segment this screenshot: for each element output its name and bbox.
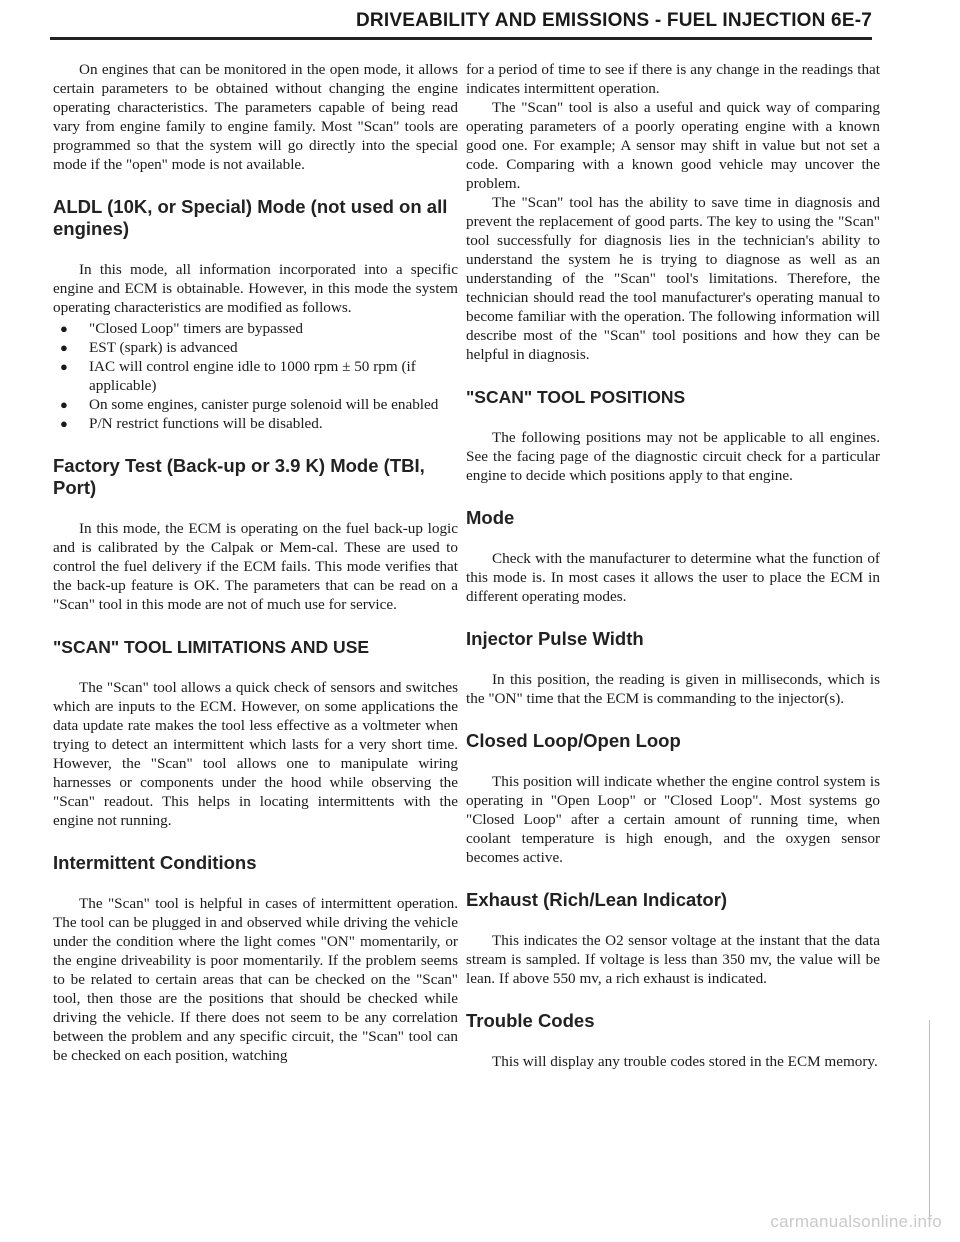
loop-paragraph: This position will indicate whether the engine control system is operating in "Open Loop" or "Closed Loop". Most systems go "Closed Loop" after a certain amount of running time, when coolant temperature is high enough, and the oxygen sensor becomes active. — [466, 773, 880, 866]
trouble-codes-paragraph: This will display any trouble codes stored in the ECM memory. — [492, 1053, 878, 1070]
intermittent-paragraph: The "Scan" tool is helpful in cases of intermittent operation. The tool can be plugged in and observed while driving the vehicle under the condition where the light comes "ON" momentarily, or the engine driveability is poor momentarily. If the problem seems to be related to certain areas that can be checked on the "Scan" tool, then those are the positions that should be checked while driving the vehicle. If there does not seem to be any correlation between the problem and any specific circuit, the "Scan" tool can be checked on each position, watching — [53, 895, 458, 1064]
header-rule — [50, 37, 872, 40]
save-time-paragraph: The "Scan" tool has the ability to save time in diagnosis and prevent the replacement of good parts. The key to using the "Scan" tool successfully for diagnosis lies in the technician's ability to understand the system he is trying to diagnose as well as an understanding of the "Scan" tool's limitations. Therefore, the technician should read the tool manufacturer's operating manual to become familiar with the operation. The following information will describe most of the "Scan" tool positions and how they can be helpful in diagnosis. — [466, 194, 880, 363]
list-item-text: On some engines, canister purge solenoid will be enabled — [89, 396, 439, 413]
factory-test-heading: Factory Test (Back-up or 3.9 K) Mode (TBI, Port) — [53, 455, 425, 498]
list-item-text: IAC will control engine idle to 1000 rpm ± 50 rpm (if applicable) — [89, 358, 416, 394]
bullet-icon: ● — [60, 359, 68, 374]
list-item — [53, 414, 458, 433]
injector-paragraph: In this position, the reading is given in milliseconds, which is the "ON" time that the ECM is commanding to the injector(s). — [466, 671, 880, 707]
intermittent-heading: Intermittent Conditions — [53, 852, 257, 873]
bullet-icon: ● — [60, 340, 68, 355]
list-item-text: P/N restrict functions will be disabled. — [89, 415, 323, 432]
trouble-codes-heading: Trouble Codes — [466, 1010, 595, 1031]
scan-limitations-heading: "SCAN" TOOL LIMITATIONS AND USE — [53, 637, 370, 657]
bullet-icon: ● — [60, 321, 68, 336]
comparison-paragraph: The "Scan" tool is also a useful and quick way of comparing operating parameters of a poorly operating engine with a known good one. For example; A sensor may shift in value but not set a code. Comparing with a known good vehicle may uncover the problem. — [466, 99, 880, 192]
list-item-text: "Closed Loop" timers are bypassed — [89, 320, 304, 337]
scan-limitations-paragraph: The "Scan" tool allows a quick check of sensors and switches which are inputs to the ECM. However, on some applications the data update rate makes the tool less effective as a voltmeter when trying to detect an intermittent which lasts for a very short time. However, the "Scan" tool allows one to manipulate wiring harnesses or components under the hood while observing the "Scan" readout. This helps in locating intermittents with the engine not running. — [53, 679, 458, 829]
aldl-bullet-list — [53, 319, 458, 433]
injector-heading: Injector Pulse Width — [466, 628, 644, 649]
bullet-icon: ● — [60, 416, 68, 431]
exhaust-heading: Exhaust (Rich/Lean Indicator) — [466, 889, 728, 910]
scan-positions-heading: "SCAN" TOOL POSITIONS — [466, 387, 686, 407]
list-item — [53, 395, 458, 414]
watermark: carmanualsonline.info — [770, 1212, 942, 1231]
aldl-heading: ALDL (10K, or Special) Mode (not used on all engines) — [53, 196, 448, 239]
list-item — [53, 319, 458, 338]
loop-heading: Closed Loop/Open Loop — [466, 730, 681, 751]
continued-paragraph: for a period of time to see if there is any change in the readings that indicates intermittent operation. — [466, 61, 880, 97]
intro-paragraph: On engines that can be monitored in the open mode, it allows certain parameters to be obtained without changing the engine operating characteristics. The parameters capable of being read vary from engine family to engine family. Most "Scan" tools are programmed so that the system will go directly into the special mode if the "open" mode is not available. — [53, 61, 458, 173]
scan-positions-paragraph: The following positions may not be applicable to all engines. See the facing page of the diagnostic circuit check for a particular engine to decide which positions apply to that engine. — [466, 429, 880, 484]
right-column — [466, 60, 880, 1071]
exhaust-paragraph: This indicates the O2 sensor voltage at the instant that the data stream is sampled. If voltage is less than 350 mv, the value will be lean. If above 550 mv, a rich exhaust is indicated. — [466, 932, 880, 987]
list-item — [53, 357, 458, 395]
margin-line — [929, 1020, 930, 1220]
list-item — [53, 338, 458, 357]
factory-test-paragraph: In this mode, the ECM is operating on the fuel back-up logic and is calibrated by the Calpak or Mem-cal. These are used to control the fuel delivery if the ECM fails. This mode verifies that the back-up feature is OK. The parameters that can be read on a "Scan" tool in this mode are not of much use for service. — [53, 520, 458, 613]
page-header: DRIVEABILITY AND EMISSIONS - FUEL INJECTION 6E-7 — [356, 10, 872, 31]
mode-heading: Mode — [466, 507, 515, 528]
bullet-icon: ● — [60, 397, 68, 412]
left-column — [53, 60, 458, 1065]
aldl-paragraph: In this mode, all information incorporated into a specific engine and ECM is obtainable. However, in this mode the system operating characteristics are modified as follows. — [53, 261, 458, 316]
list-item-text: EST (spark) is advanced — [89, 339, 238, 356]
mode-paragraph: Check with the manufacturer to determine what the function of this mode is. In most cases it allows the user to place the ECM in different operating modes. — [466, 550, 880, 605]
